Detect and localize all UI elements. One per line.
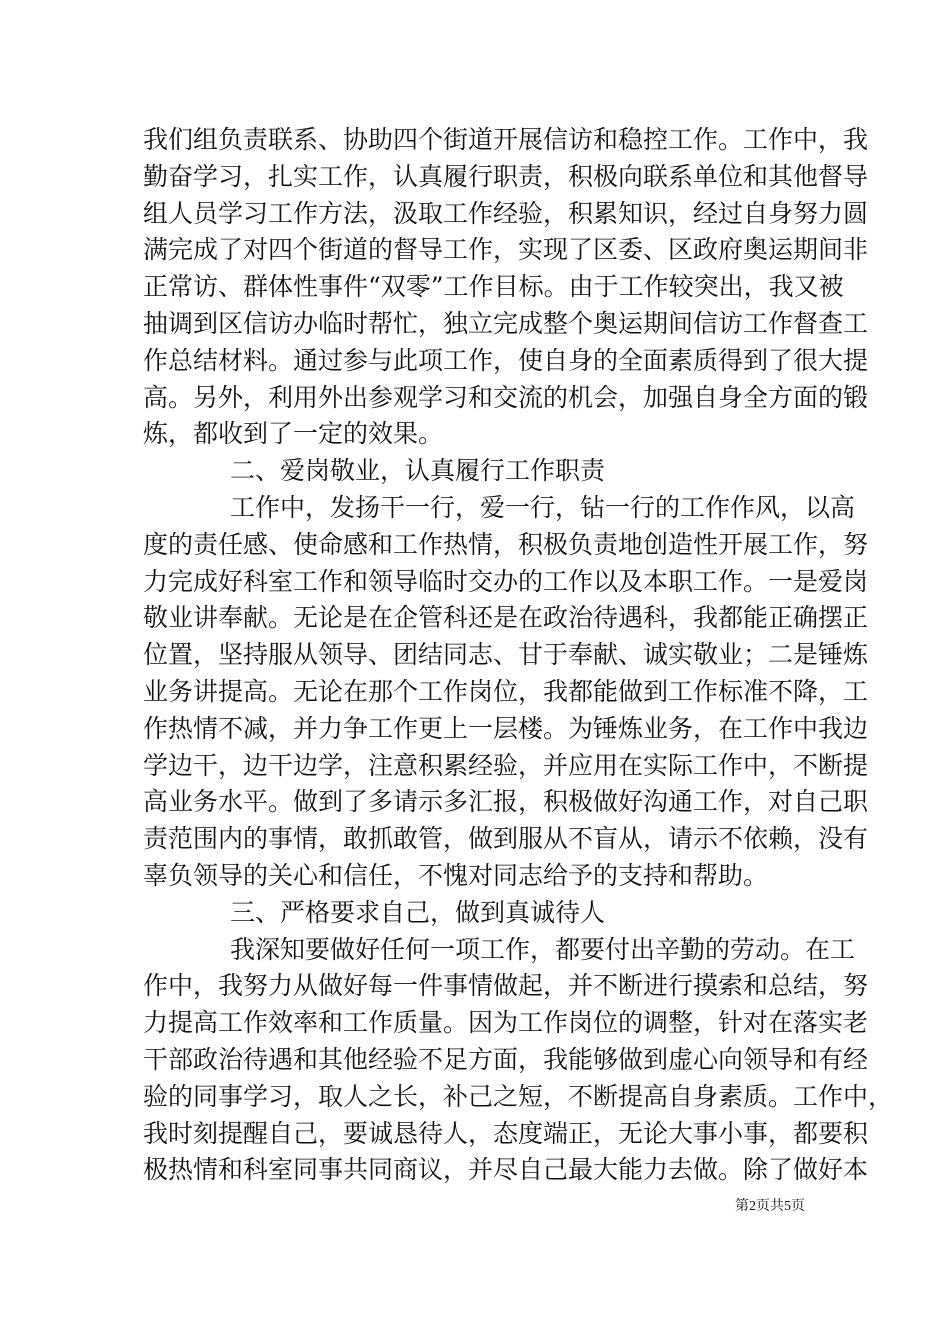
text-line: 验的同事学习，取人之长，补己之短，不断提高自身素质。工作中，: [143, 1081, 894, 1111]
text-line: 勤奋学习，扎实工作，认真履行职责，积极向联系单位和其他督导: [143, 161, 869, 191]
text-line: 学边干，边干边学，注意积累经验，并应用在实际工作中，不断提: [143, 750, 869, 780]
text-line: 辜负领导的关心和信任，不愧对同志给予的支持和帮助。: [143, 860, 769, 890]
text-line: 我时刻提醒自己，要诚恳待人，态度端正，无论大事小事，都要积: [143, 1118, 869, 1148]
text-line: 位置，坚持服从领导、团结同志、甘于奉献、诚实敬业；二是锤炼: [143, 640, 869, 670]
text-line: 作热情不减，并力争工作更上一层楼。为锤炼业务，在工作中我边: [143, 713, 869, 743]
text-line: 高。另外，利用外出参观学习和交流的机会，加强自身全方面的锻: [143, 382, 869, 412]
text-line: 敬业讲奉献。无论是在企管科还是在政治待遇科，我都能正确摆正: [143, 603, 869, 633]
section-heading: 三、严格要求自己，做到真诚待人: [230, 897, 606, 927]
text-line: 极热情和科室同事共同商议，并尽自己最大能力去做。除了做好本: [143, 1155, 869, 1185]
text-line: 作总结材料。通过参与此项工作，使自身的全面素质得到了很大提: [143, 345, 869, 375]
text-line: 我们组负责联系、协助四个街道开展信访和稳控工作。工作中，我: [143, 125, 869, 154]
text-line: 高业务水平。做到了多请示多汇报，积极做好沟通工作，对自己职: [143, 787, 869, 817]
text-line: 业务讲提高。无论在那个工作岗位，我都能做到工作标准不降，工: [143, 676, 869, 706]
text-line: 度的责任感、使命感和工作热情，积极负责地创造性开展工作，努: [143, 529, 869, 559]
text-line: 组人员学习工作方法，汲取工作经验，积累知识，经过自身努力圆: [143, 198, 869, 228]
text-line: 抽调到区信访办临时帮忙，独立完成整个奥运期间信访工作督查工: [143, 308, 869, 338]
text-line: 作中，我努力从做好每一件事情做起，并不断进行摸索和总结，努: [143, 971, 869, 1001]
page-number: 第2页共5页: [735, 1199, 805, 1214]
text-line: 工作中，发扬干一行，爱一行，钻一行的工作作风，以高: [230, 492, 856, 522]
text-line: 炼，都收到了一定的效果。: [143, 419, 444, 449]
text-line: 满完成了对四个街道的督导工作，实现了区委、区政府奥运期间非: [143, 235, 869, 265]
text-line: 力完成好科室工作和领导临时交办的工作以及本职工作。一是爱岗: [143, 566, 869, 596]
text-line: 我深知要做好任何一项工作，都要付出辛勤的劳动。在工: [230, 934, 856, 964]
text-line: 责范围内的事情，敢抓敢管，做到服从不盲从，请示不依赖，没有: [143, 824, 869, 854]
section-heading: 二、爱岗敬业，认真履行工作职责: [230, 456, 606, 486]
text-line: 干部政治待遇和其他经验不足方面，我能够做到虚心向领导和有经: [143, 1044, 869, 1074]
document-body: [143, 122, 894, 1189]
text-line: 力提高工作效率和工作质量。因为工作岗位的调整，针对在落实老: [143, 1008, 869, 1038]
text-line: 正常访、群体性事件“双零”工作目标。由于工作较突出，我又被: [143, 272, 844, 302]
